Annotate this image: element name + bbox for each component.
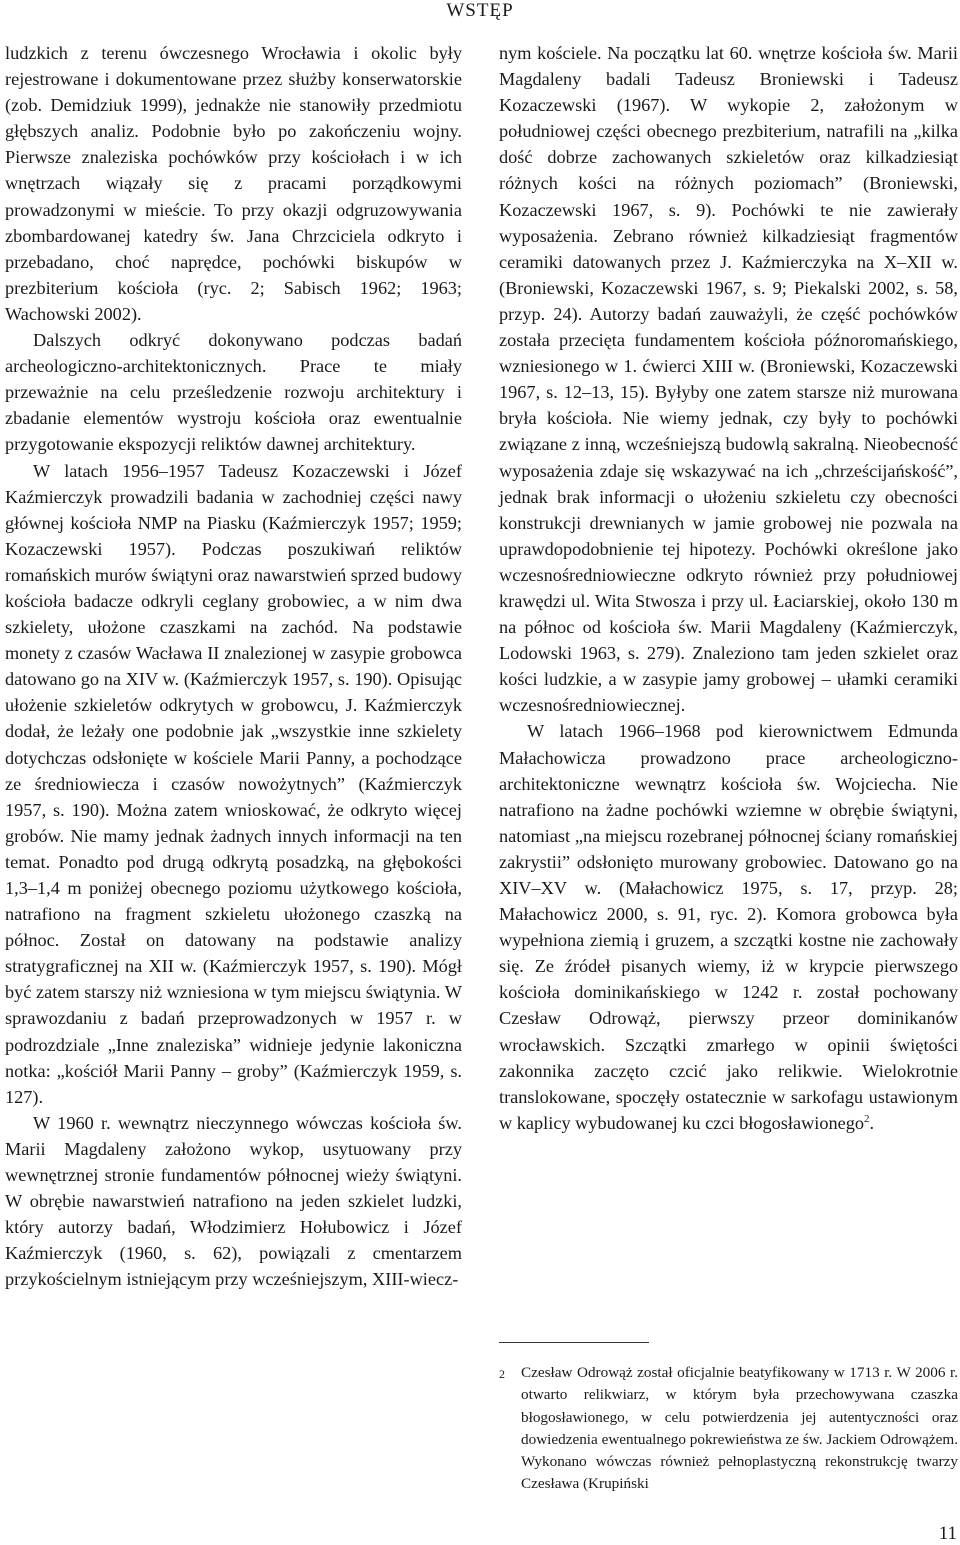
right-column [499, 40, 958, 1136]
footnote-divider [499, 1342, 649, 1343]
footnote-mark: 2 [499, 1367, 505, 1381]
footnote-text: Czesław Odrowąż został oficjalnie beatyfikowany w 1713 r. W 2006 r. otwarto relikwiarz, w którym była przechowywana czaszka błogosławionego, w celu potwierdzenia jej autentyczności oraz dowiedzenia ewentualnego pokrewieństwa ze św. Jackiem Odrowążem. Wykonano wówczas również pełnoplastyczną rekonstrukcję twarzy Czesława (Krupiński [521, 1364, 958, 1493]
running-head: WSTĘP [446, 0, 514, 21]
paragraph: ludzkich z terenu ówczesnego Wrocławia i okolic były rejestrowane i dokumentowane przez służby konserwatorskie (zob. Demidziuk 1999), jednakże nie stanowiły przedmiotu głębszych analiz. Podobnie było po zakończeniu wojny. Pierwsze znaleziska pochówków przy kościołach i w ich wnętrzach wiązały się z pracami porządkowymi prowadzonymi w mieście. To przy okazji odgruzowywania zbombardowanej katedry św. Jana Chrzciciela odkryto i przebadano, choć naprędce, pochówki biskupów w prezbiterium kościoła (ryc. 2; Sabisch 1962; 1963; Wachowski 2002). [5, 43, 462, 324]
paragraph: Dalszych odkryć dokonywano podczas badań archeologiczno-architektonicznych. Prace te miały przeważnie na celu prześledzenie rozwoju architektury i zbadanie elementów wystroju kościoła oraz ewentualnie przygotowanie ekspozycji reliktów dawnej architektury. [5, 330, 462, 455]
paragraph: W 1960 r. wewnątrz nieczynnego wówczas kościoła św. Marii Magdaleny założono wykop, usytuowany przy wewnętrznej stronie fundamentów północnej wieży świątyni. W obrębie nawarstwień natrafiono na jeden szkielet ludzki, który autorzy badań, Włodzimierz Hołubowicz i Józef Kaźmierczyk (1960, s. 62), powiązali z cmentarzem przykościelnym istniejącym przy wcześniejszym, XIII-wiecz- [5, 1112, 462, 1290]
paragraph-text: W latach 1966–1968 pod kierownictwem Edmunda Małachowicza prowadzono prace archeologiczno-architektoniczne wewnątrz kościoła św. Wojciecha. Nie natrafiono na żadne pochówki wziemne w obrębie świątyni, natomiast „na miejscu rozebranej północnej ściany romańskiej zakrystii” odsłonięto murowany grobowiec. Datowano go na XIV–XV w. (Małachowicz 1975, s. 17, przyp. 28; Małachowicz 2000, s. 91, ryc. 2). Komora grobowca była wypełniona ziemią i gruzem, a szczątki kostne nie zachowały się. Ze źródeł pisanych wiemy, iż w krypcie pierwszego kościoła dominikańskiego w 1242 r. został pochowany Czesław Odrowąż, pierwszy przeor dominikanów wrocławskich. Szczątki zmarłego w opinii świętości zakonnika zaczęto czcić jako relikwie. Wielokrotnie translokowane, spoczęły ostatecznie w sarkofagu ustawionym w kaplicy wybudowanej ku czci błogosławionego [499, 721, 958, 1133]
footnote-reference[interactable]: 2 [864, 1112, 870, 1125]
footnote [499, 1362, 958, 1496]
left-column [5, 40, 462, 1293]
paragraph: W latach 1966–1968 pod kierownictwem Edmunda Małachowicza prowadzono prace archeologiczno-architektoniczne wewnątrz kościoła św. Wojciecha. Nie natrafiono na żadne pochówki wziemne w obrębie świątyni, natomiast „na miejscu rozebranej północnej ściany romańskiej zakrystii” odsłonięto murowany grobowiec. Datowano go na XIV–XV w. (Małachowicz 1975, s. 17, przyp. 28; Małachowicz 2000, s. 91, ryc. 2). Komora grobowca była wypełniona ziemią i gruzem, a szczątki kostne nie zachowały się. Ze źródeł pisanych wiemy, iż w krypcie pierwszego kościoła dominikańskiego w 1242 r. został pochowany Czesław Odrowąż, pierwszy przeor dominikanów wrocławskich. Szczątki zmarłego w opinii świętości zakonnika zaczęto czcić jako relikwie. Wielokrotnie translokowane, spoczęły ostatecznie w sarkofagu ustawionym w kaplicy wybudowanej ku czci błogosławionego$^2$. [499, 721, 958, 1133]
page-number: 11 [938, 1523, 957, 1544]
paragraph: nym kościele. Na początku lat 60. wnętrze kościoła św. Marii Magdaleny badali Tadeusz Broniewski i Tadeusz Kozaczewski (1967). W wykopie 2, założonym w południowej części obecnego prezbiterium, natrafili na „kilka dość dobrze zachowanych szkieletów oraz kilkadziesiąt różnych kości na różnych poziomach” (Broniewski, Kozaczewski 1967, s. 9). Pochówki te nie zawierały wyposażenia. Zebrano również kilkadziesiąt fragmentów ceramiki datowanych przez J. Kaźmierczyka na X–XII w. (Broniewski, Kozaczewski 1967, s. 9; Piekalski 2002, s. 58, przyp. 24). Autorzy badań zauważyli, że część pochówków została przecięta fundamentem kościoła późnoromańskiego, wzniesionego w 1. ćwierci XIII w. (Broniewski, Kozaczewski 1967, s. 12–13, 15). Byłyby one zatem starsze niż murowana bryła kościoła. Nie wiemy jednak, czy były to pochówki związane z inną, wcześniejszą budowlą sakralną. Nieobecność wyposażenia zdaje się wskazywać na ich „chrześcijańskość”, jednak brak informacji o ułożeniu szkieletu czy obecności konstrukcji drewnianych w jamie grobowej nie pozwala na uprawdopodobnienie tej hipotezy. Pochówki określone jako wczesnośredniowieczne odkryto również przy południowej krawędzi ul. Wita Stwosza i przy ul. Łaciarskiej, około 130 m na północ od kościoła św. Marii Magdaleny (Kaźmierczyk, Lodowski 1963, s. 279). Znaleziono tam jeden szkielet oraz kości ludzkie, a w zasypie jamy grobowej – ułamki ceramiki wczesnośredniowiecznej. [499, 43, 958, 716]
paragraph: W latach 1956–1957 Tadeusz Kozaczewski i Józef Kaźmierczyk prowadzili badania w zachodniej części nawy głównej kościoła NMP na Piasku (Kaźmierczyk 1957; 1959; Kozaczewski 1957). Podczas poszukiwań reliktów romańskich murów świątyni oraz nawarstwień sprzed budowy kościoła badacze odkryli ceglany grobowiec, a w nim dwa szkielety, ułożone czaszkami na zachód. Na podstawie monety z czasów Wacława II znalezionej w zasypie grobowca datowano go na XIV w. (Kaźmierczyk 1957, s. 190). Opisując ułożenie szkieletów odkrytych w grobowcu, J. Kaźmierczyk dodał, że leżały one podobnie jak „wszystkie inne szkielety dotychczas odsłonięte w kościele Marii Panny, a pochodzące ze średniowiecza i czasów nowożytnych” (Kaźmierczyk 1957, s. 190). Można zatem wnioskować, że odkryto więcej grobów. Nie mamy jednak żadnych innych informacji na ten temat. Ponadto pod drugą odkrytą posadzką, na głębokości 1,3–1,4 m poniżej obecnego poziomu użytkowego kościoła, natrafiono na fragment szkieletu ułożonego czaszką na północ. Został on datowany na podstawie analizy stratygraficznej na XII w. (Kaźmierczyk 1957, s. 190). Mógł być zatem starszy niż wzniesiona w tym miejscu świątynia. W sprawozdaniu z badań przeprowadzonych w 1957 r. w podrozdziale „Inne znaleziska” widnieje jedynie lakoniczna notka: „kościół Marii Panny – groby” (Kaźmierczyk 1959, s. 127). [5, 460, 462, 1107]
